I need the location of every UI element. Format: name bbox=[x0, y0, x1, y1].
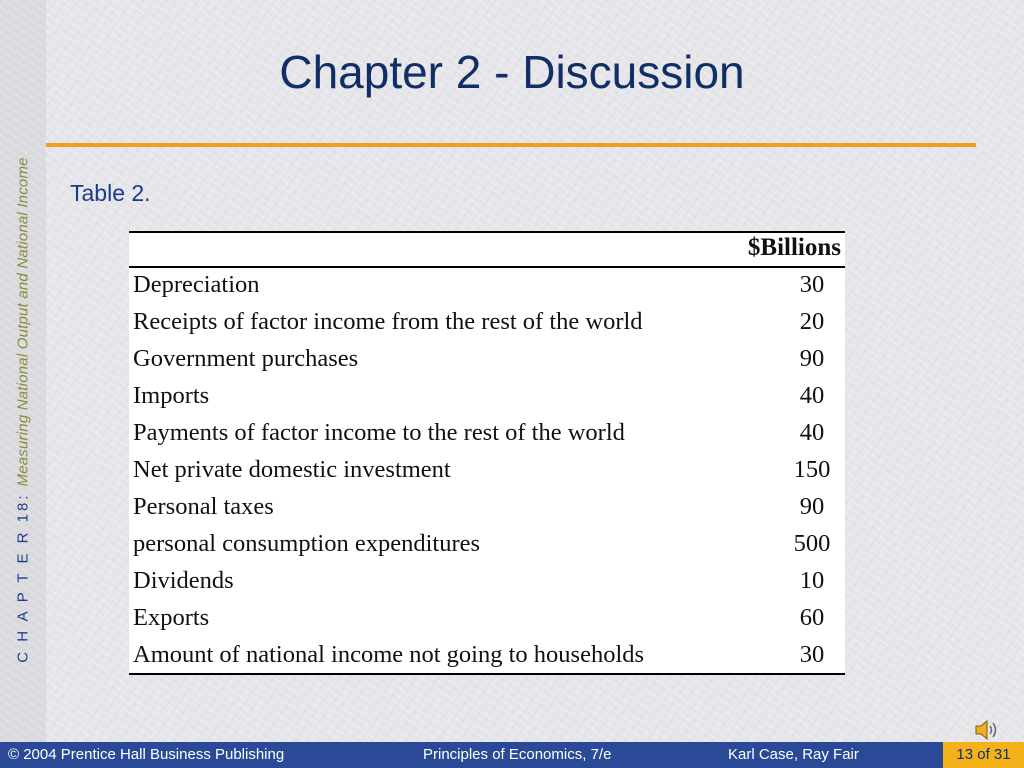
row-label: Exports bbox=[133, 604, 210, 631]
row-label: Dividends bbox=[133, 567, 234, 594]
row-value: 150 bbox=[793, 456, 831, 483]
title-divider bbox=[46, 143, 976, 147]
slide-title: Chapter 2 - Discussion bbox=[279, 46, 745, 98]
row-label: Government purchases bbox=[133, 345, 359, 372]
column-header-billions: $Billions bbox=[747, 234, 841, 261]
table-row bbox=[133, 341, 841, 378]
table-row bbox=[133, 637, 841, 674]
row-label: personal consumption expenditures bbox=[133, 530, 481, 557]
table-row bbox=[133, 526, 841, 563]
row-value: 30 bbox=[799, 641, 825, 668]
row-label: Payments of factor income to the rest of the world bbox=[133, 419, 625, 446]
table-row bbox=[133, 489, 841, 526]
table-row bbox=[133, 267, 841, 304]
footer-bar bbox=[0, 742, 1024, 768]
row-label: Personal taxes bbox=[133, 493, 274, 520]
chapter-subject: Measuring National Output and National Income bbox=[14, 157, 32, 487]
row-label: Receipts of factor income from the rest of the world bbox=[133, 308, 643, 335]
row-value: 10 bbox=[799, 567, 825, 594]
row-value: 40 bbox=[799, 382, 825, 409]
sidebar bbox=[0, 0, 46, 742]
row-value: 60 bbox=[799, 604, 825, 631]
table-row bbox=[133, 563, 841, 600]
footer-authors: Karl Case, Ray Fair bbox=[728, 746, 859, 763]
table-row bbox=[133, 415, 841, 452]
table-body bbox=[133, 267, 841, 674]
row-value: 30 bbox=[799, 271, 825, 298]
table-caption: Table 2. bbox=[70, 180, 151, 206]
row-value: 40 bbox=[799, 419, 825, 446]
row-value: 90 bbox=[799, 345, 825, 372]
row-label: Imports bbox=[133, 382, 210, 409]
table-row bbox=[133, 452, 841, 489]
row-value: 90 bbox=[799, 493, 825, 520]
data-table bbox=[129, 231, 845, 675]
row-value: 20 bbox=[799, 308, 825, 335]
table-row bbox=[133, 304, 841, 341]
row-label: Net private domestic investment bbox=[133, 456, 451, 483]
chapter-number: C H A P T E R 18: bbox=[14, 492, 32, 663]
row-label: Amount of national income not going to households bbox=[133, 641, 645, 668]
row-label: Depreciation bbox=[133, 271, 260, 298]
table-bottom-rule bbox=[129, 673, 845, 675]
speaker-icon[interactable] bbox=[974, 718, 1000, 742]
footer-copyright: © 2004 Prentice Hall Business Publishing bbox=[8, 746, 285, 763]
row-value: 500 bbox=[793, 530, 831, 557]
page-indicator bbox=[943, 742, 1024, 768]
page-number: 13 of 31 bbox=[956, 746, 1011, 763]
table-top-rule bbox=[129, 231, 845, 233]
footer-book-title: Principles of Economics, 7/e bbox=[423, 746, 612, 763]
table-row bbox=[133, 378, 841, 415]
table-row bbox=[133, 600, 841, 637]
sidebar-chapter-label bbox=[15, 157, 32, 662]
